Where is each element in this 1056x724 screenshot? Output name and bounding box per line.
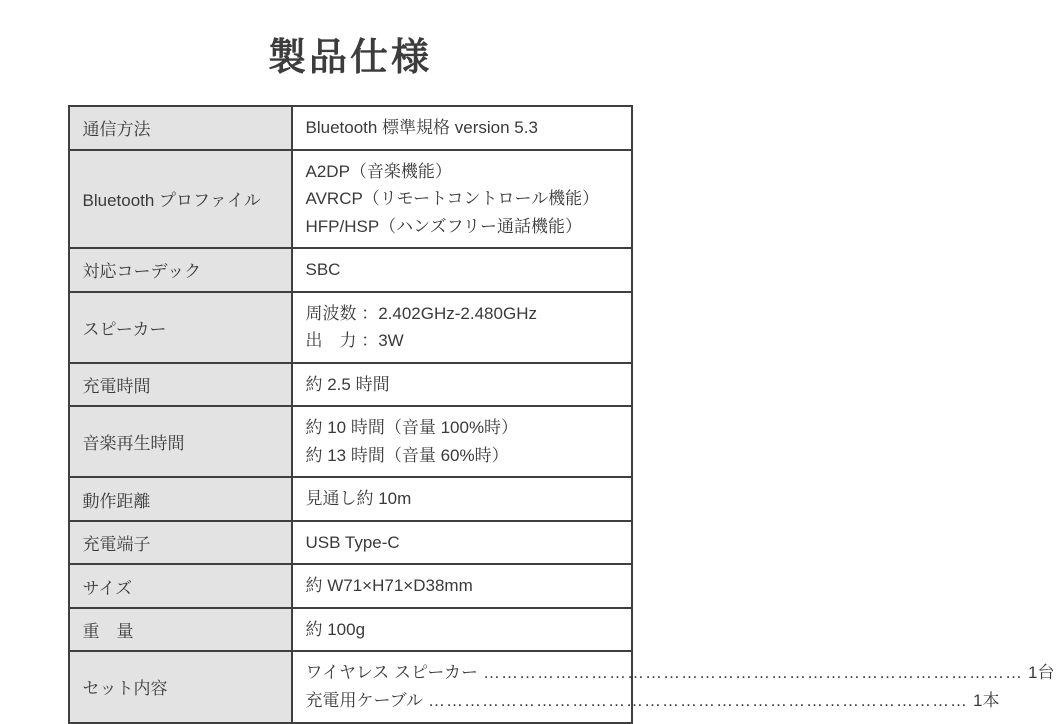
spec-label: 音楽再生時間 (69, 406, 292, 477)
spec-row (69, 406, 632, 477)
spec-row (69, 248, 632, 292)
spec-value-line: 出 力 ：3W (305, 331, 404, 351)
spec-value (292, 477, 632, 521)
spec-label: サイズ (69, 564, 292, 608)
spec-label: 動作距離 (69, 477, 292, 521)
spec-label: 通信方法 (69, 106, 292, 150)
spec-value-line: AVRCP（リモートコントロール機能） (305, 189, 600, 209)
spec-table (68, 105, 1055, 724)
spec-value-line: A2DP（音楽機能） (305, 161, 452, 181)
spec-value-line: 約 100g (305, 619, 366, 639)
spec-value (292, 150, 632, 249)
spec-value-line: 見通し約 10m (305, 489, 412, 509)
spec-label: セット内容 (69, 651, 292, 722)
spec-value (292, 363, 632, 407)
spec-row (69, 292, 632, 363)
spec-value-line: HFP/HSP（ハンズフリー通話機能） (305, 216, 582, 236)
spec-label: Bluetooth プロファイル (69, 150, 292, 249)
spec-label: スピーカー (69, 292, 292, 363)
spec-value (292, 521, 632, 565)
page-title: 製品仕様 (267, 37, 432, 79)
spec-row (69, 477, 632, 521)
spec-value (292, 106, 632, 150)
spec-value (292, 564, 632, 608)
spec-value-line: USB Type-C (305, 532, 400, 552)
spec-row (69, 106, 632, 150)
spec-value (292, 651, 1055, 722)
spec-row (69, 521, 632, 565)
spec-value-line: SBC (305, 260, 341, 280)
spec-table-body (69, 106, 1055, 723)
set-content-line (305, 659, 1055, 687)
spec-value (292, 406, 632, 477)
spec-row (69, 363, 632, 407)
set-item-name: 充電用ケーブル (305, 690, 423, 710)
dot-leader: ……………………………………………………………………………… (427, 690, 968, 710)
spec-value-line: 約 2.5 時間 (305, 374, 390, 394)
set-item-count: 1本 (972, 690, 1000, 710)
spec-row (69, 564, 632, 608)
spec-label: 対応コーデック (69, 248, 292, 292)
spec-value-line: Bluetooth 標準規格 version 5.3 (305, 118, 538, 137)
spec-row (69, 651, 632, 722)
spec-label: 充電時間 (69, 363, 292, 407)
spec-value-line: 約 W71×H71×D38mm (305, 576, 473, 596)
spec-value-line: 約 10 時間（音量 100%時） (305, 418, 519, 438)
set-item-name: ワイヤレス スピーカー (305, 663, 479, 683)
set-item-count: 1台 (1028, 663, 1055, 683)
spec-value-line: 約 13 時間（音量 60%時） (305, 445, 509, 465)
spec-label: 重 量 (69, 608, 292, 652)
spec-row (69, 150, 632, 249)
set-content-line (305, 687, 1000, 715)
spec-label: 充電端子 (69, 521, 292, 565)
spec-value (292, 608, 632, 652)
spec-row (69, 608, 632, 652)
spec-value (292, 292, 632, 363)
spec-value-line: 周波数 ：2.402GHz-2.480GHz (305, 303, 537, 323)
dot-leader: ……………………………………………………………………………… (483, 663, 1024, 683)
spec-value (292, 248, 632, 292)
